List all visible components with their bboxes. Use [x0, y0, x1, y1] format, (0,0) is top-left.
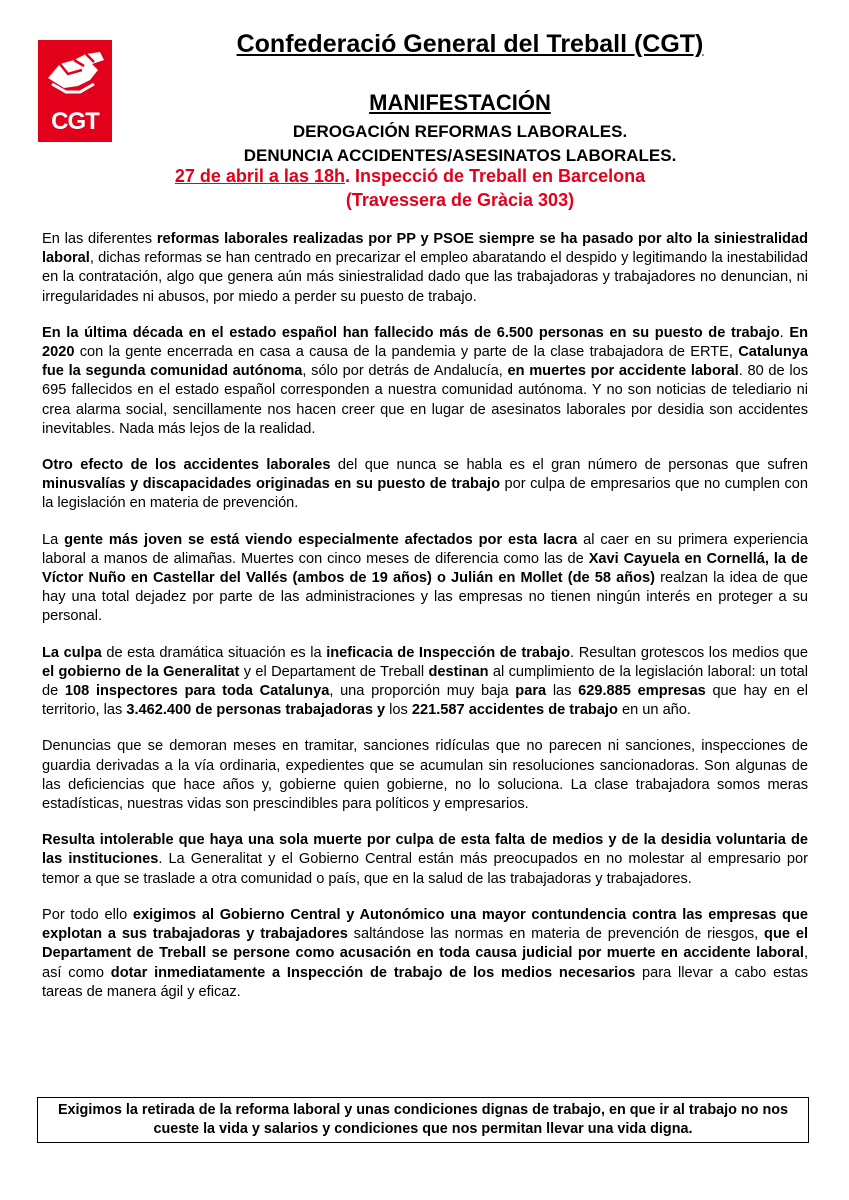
text-run: que hay en el territorio, las	[42, 683, 808, 719]
event-title: MANIFESTACIÓN	[369, 90, 551, 115]
text-run: del que nunca se habla es el gran número de personas que sufren	[330, 457, 808, 474]
text-run: realzan la idea de que hay una total dejadez por parte de las administraciones y las empresas no tienen ningún interés en proteger a su personal.	[42, 570, 808, 625]
text-run: 221.587 accidentes de trabajo	[411, 702, 618, 719]
text-run: al caer en su primera experiencia laboral a manos de alimañas. Muertes con cinco meses de diferencia como las de	[42, 531, 808, 567]
event-address: (Travessera de Gràcia 303)	[345, 190, 575, 210]
text-run: .	[779, 324, 790, 341]
text-run: exigimos al Gobierno Central y Autonómico una mayor contundencia contra las empresas que explotan a sus trabajadoras y trabajadores	[42, 906, 808, 943]
text-run: 629.885 empresas	[578, 683, 706, 700]
text-run: 3.462.400 de personas trabajadoras y	[126, 702, 386, 719]
text-run: , así como	[42, 945, 808, 981]
text-run: al cumplimiento de la legislación laboral: un total de	[42, 663, 809, 700]
paragraph-7	[42, 831, 808, 889]
text-run: Por todo ello	[42, 906, 133, 923]
paragraph-1	[42, 230, 808, 307]
text-run: , una proporción muy baja	[329, 683, 516, 700]
text-run: por culpa de empresarios que no cumplen con la legislación en materia de prevención.	[42, 476, 808, 512]
paragraph-2	[42, 324, 808, 439]
text-run: y el Departament de Treball	[239, 663, 429, 680]
text-run: La culpa	[42, 644, 102, 661]
cgt-logo	[38, 40, 112, 142]
text-run: Catalunya fue la segunda comunidad autónoma	[42, 344, 808, 380]
text-run: el gobierno de la Generalitat	[42, 663, 240, 680]
text-run: Denuncias que se demoran meses en tramitar, sanciones ridículas que no parecen ni sanciones, inspecciones de guardia derivadas a la vía ordinaria, expedientes que se acumulan sin resoluciones sancionadoras. Son algunas de las deficiencias que hace años y, gobierne quien gobierne, no lo soluciona. La clase trabajadora somos meras estadísticas, nuestras vidas son prescindibles para políticos y empresarios.	[42, 738, 808, 813]
text-run: Otro efecto de los accidentes laborales	[42, 457, 331, 474]
text-run: para	[515, 683, 547, 700]
hands-emblem-icon	[38, 40, 112, 112]
demands-box: Exigimos la retirada de la reforma laboral y unas condiciones dignas de trabajo, en que ir al trabajo no nos cueste la vida y salarios y condiciones que nos permitan llevar una vida digna.	[37, 1097, 809, 1143]
text-run: , sólo por detrás de Andalucía,	[302, 363, 508, 380]
text-run: La	[42, 531, 65, 548]
text-run: en un año.	[617, 702, 691, 719]
text-run: las	[546, 683, 579, 700]
text-run: 108 inspectores para toda Catalunya	[64, 683, 330, 700]
text-run: ineficacia de Inspección de trabajo	[326, 644, 571, 661]
text-run: En la última década en el estado español han fallecido más de 6.500 personas en su puesto de trabajo	[42, 324, 780, 341]
text-run: destinan	[428, 663, 489, 680]
text-run: En las diferentes	[42, 231, 157, 247]
text-run: saltándose las normas en materia de prevención de riesgos,	[347, 926, 765, 943]
text-run: dotar inmediatamente a Inspección de trabajo de los medios necesarios	[110, 964, 636, 981]
text-run: . La Generalitat y el Gobierno Central están más preocupados en no molestar al empresario por temor a que se traslade a otra comunidad o país, que en la salud de las trabajadoras y trabajadores.	[42, 851, 808, 887]
text-run: Xavi Cayuela en Cornellá, la de Víctor Nuño en Castellar del Vallés (ambos de 19 años) o Julián en Mollet (de 58 años)	[42, 550, 808, 587]
paragraph-3	[42, 456, 808, 514]
text-run: gente más joven se está viendo especialmente afectados por esta lacra	[64, 531, 578, 548]
text-run: con la gente encerrada en casa a causa de la pandemia y parte de la clase trabajadora de ERTE,	[74, 344, 739, 361]
text-run: Resulta intolerable que haya una sola muerte por culpa de esta falta de medios y de la desidia voluntaria de las instituciones	[42, 832, 808, 868]
subtitle-derogation: DEROGACIÓN REFORMAS LABORALES.	[292, 122, 628, 141]
subtitle-denuncia: DENUNCIA ACCIDENTES/ASESINATOS LABORALES.	[243, 146, 677, 165]
event-date: 27 de abril a las 18h	[174, 166, 345, 186]
paragraph-4	[42, 531, 808, 627]
text-run: reformas laborales realizadas por PP y PSOE siempre se ha pasado por alto la siniestralidad laboral	[42, 231, 808, 267]
event-place: . Inspecció de Treball en Barcelona	[344, 166, 646, 186]
text-run: para llevar a cabo estas tareas de manera ágil y eficaz.	[42, 964, 808, 1000]
text-run: En 2020	[42, 324, 809, 361]
text-run: . Resultan grotescos los medios que	[570, 644, 808, 661]
paragraph-5	[42, 644, 808, 721]
text-run: que el Departament de Treball se persone como acusación en toda causa judicial por muerte en accidente laboral	[42, 926, 808, 962]
text-run: minusvalías y discapacidades originadas en su puesto de trabajo	[42, 476, 500, 493]
event-date-place	[130, 166, 690, 187]
text-run: en muertes por accidente laboral	[507, 363, 739, 380]
organization-title: Confederació General del Treball (CGT)	[236, 30, 704, 58]
text-run: de esta dramática situación es la	[101, 644, 327, 661]
paragraph-8	[42, 906, 808, 1002]
logo-text: CGT	[51, 108, 99, 135]
text-run: . 80 de los 695 fallecidos en el estado español corresponden a nuestra comunidad autónoma. Y no son noticias de telediario ni crea alarma social, sencillamente nos hacen creer que en lugar de asesinatos laborales por desidia son accidentes inevitables. Nada más lejos de la realidad.	[42, 363, 809, 437]
text-run: los	[385, 702, 412, 719]
paragraph-6	[42, 737, 808, 814]
body-text	[42, 230, 808, 1019]
text-run: , dichas reformas se han centrado en precarizar el empleo abaratando el despido y legitimando la inestabilidad en la contratación, algo que genera aún más siniestralidad dado que las trabajadoras y trabajadores no denuncian, ni irregularidades ni abusos, por miedo a perder su puesto de trabajo.	[42, 250, 808, 305]
